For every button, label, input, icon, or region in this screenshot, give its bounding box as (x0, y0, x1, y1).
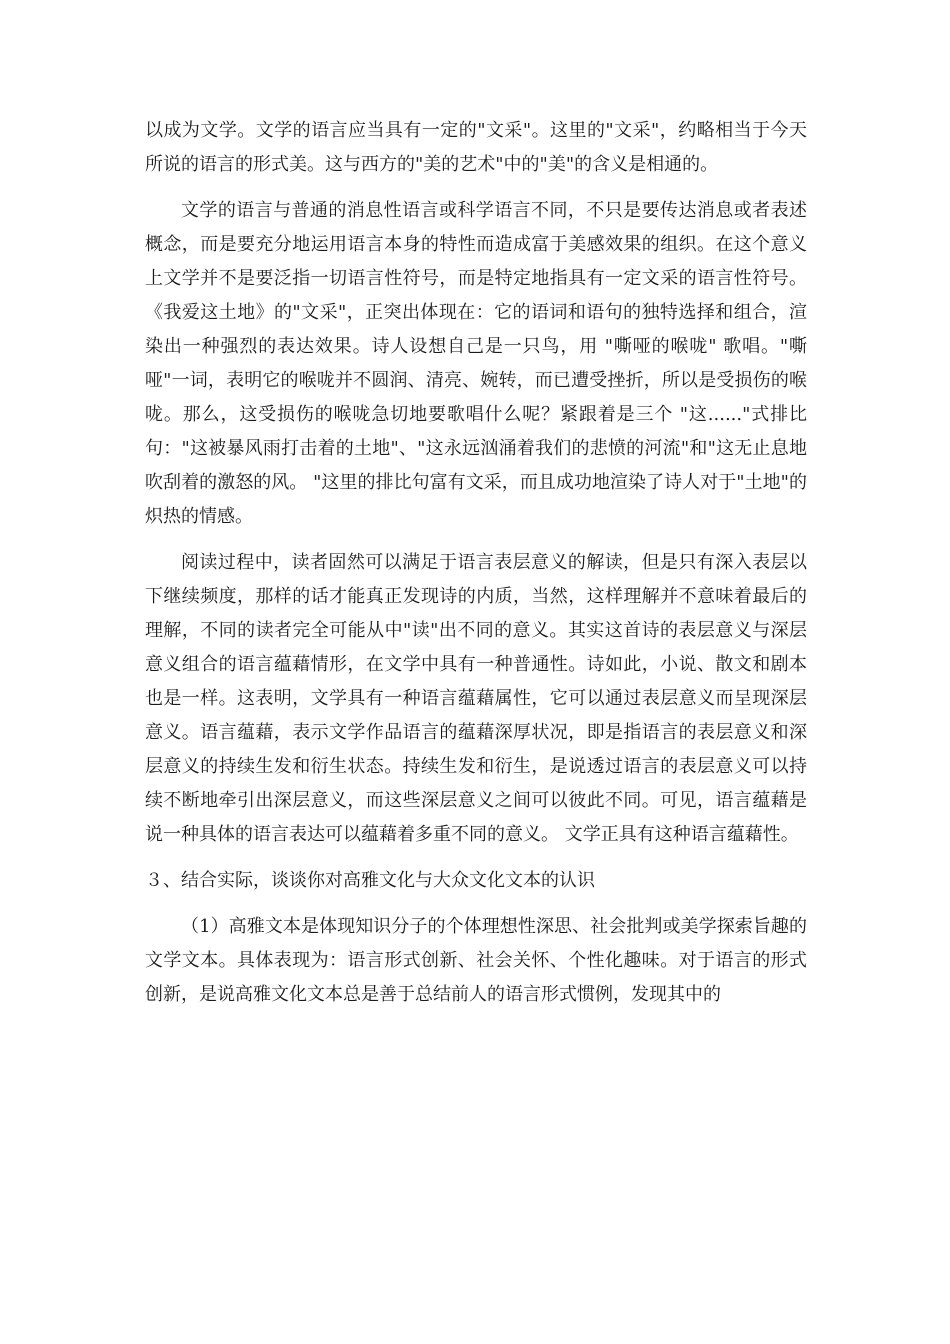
paragraph-literary-style: 以成为文学。文学的语言应当具有一定的"文采"。这里的"文采"，约略相当于今天所说的语言的形式美。这与西方的"美的艺术"中的"美"的含义是相通的。 (145, 120, 807, 175)
question-heading: ３、结合实际，谈谈你对高雅文化与大众文化文本的认识 (145, 870, 595, 891)
paragraph-literary-language: 文学的语言与普通的消息性语言或科学语言不同，不只是要传达消息或者表述概念，而是要充分地运用语言本身的特性而造成富于美感效果的组织。在这个意义上文学并不是要泛指一切语言性符号，而是特定地指具有一定文采的语言性符号。《我爱这土地》的"文采"，正突出体现在：它的语词和语句的独特选择和组合，渲染出一种强烈的表达效果。诗人设想自己是一只鸟，用 "嘶哑的喉咙" 歌唱。"嘶哑"一词，表明它的喉咙并不圆润、清亮、婉转，而已遭受挫折，所以是受损伤的喉咙。那么，这受损伤的喉咙急切地要歌唱什么呢？紧跟着是三个 "这......"式排比句："这被暴风雨打击着的土地"、"这永远汹涌着我们的悲愤的河流"和"这无止息地吹刮着的激怒的风。 "这里的排比句富有文采，而且成功地渲染了诗人对于"土地"的炽热的情感。 (145, 200, 807, 527)
paragraph-language-implication: 阅读过程中，读者固然可以满足于语言表层意义的解读，但是只有深入表层以下继续频度，那样的话才能真正发现诗的内质，当然，这样理解并不意味着最后的理解，不同的读者完全可能从中"读"出不同的意义。其实这首诗的表层意义与深层意义组合的语言蕴藉情形，在文学中具有一种普通性。诗如此，小说、散文和剧本也是一样。这表明，文学具有一种语言蕴藉属性，它可以通过表层意义而呈现深层意义。语言蕴藉，表示文学作品语言的蕴藉深厚状况，即是指语言的表层意义和深层意义的持续生发和衍生状态。持续生发和衍生，是说透过语言的表层意义可以持续不断地牵引出深层意义，而这些深层意义之间可以彼此不同。可见，语言蕴藉是说一种具体的语言表达可以蕴藉着多重不同的意义。 文学正具有这种语言蕴藉性。 (145, 552, 807, 845)
paragraph-elite-text: （1）高雅文本是体现知识分子的个体理想性深思、社会批判或美学探索旨趣的文学文本。具体表现为：语言形式创新、社会关怀、个性化趣味。对于语言的形式创新，是说高雅文化文本总是善于总结前人的语言形式惯例，发现其中的 (145, 916, 807, 1005)
document-body (145, 114, 807, 1024)
